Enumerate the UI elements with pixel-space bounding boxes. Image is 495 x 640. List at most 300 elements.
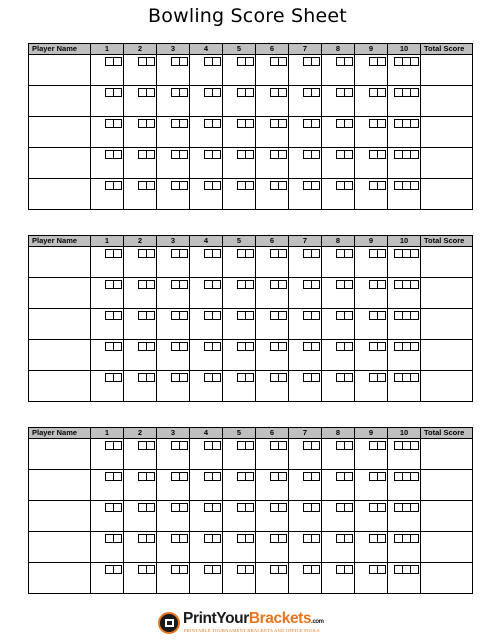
frame-cell[interactable] xyxy=(91,117,124,148)
frame-cell[interactable] xyxy=(355,247,388,278)
frame-cell[interactable] xyxy=(256,247,289,278)
frame-cell[interactable] xyxy=(124,371,157,402)
ball-box[interactable] xyxy=(212,503,221,512)
ball-box[interactable] xyxy=(179,441,188,450)
ball-box[interactable] xyxy=(245,150,254,159)
ball-box[interactable] xyxy=(377,472,386,481)
ball-box[interactable] xyxy=(179,150,188,159)
frame-cell[interactable] xyxy=(289,309,322,340)
frame-cell[interactable] xyxy=(223,278,256,309)
player-name-cell[interactable] xyxy=(29,371,91,402)
frame-cell[interactable] xyxy=(355,340,388,371)
ball-box[interactable] xyxy=(311,373,320,382)
frame-cell[interactable] xyxy=(223,563,256,594)
ball-box[interactable] xyxy=(245,88,254,97)
ball-box[interactable] xyxy=(245,181,254,190)
frame-cell[interactable] xyxy=(91,86,124,117)
ball-box[interactable] xyxy=(212,249,221,258)
ball-box[interactable] xyxy=(278,342,287,351)
ball-box[interactable] xyxy=(179,503,188,512)
ball-box[interactable] xyxy=(212,373,221,382)
frame-cell[interactable] xyxy=(157,340,190,371)
ball-box[interactable] xyxy=(410,534,419,543)
frame-cell[interactable] xyxy=(91,278,124,309)
ball-box[interactable] xyxy=(113,119,122,128)
frame-cell[interactable] xyxy=(355,55,388,86)
frame-cell[interactable] xyxy=(388,278,421,309)
frame-cell[interactable] xyxy=(190,179,223,210)
frame-cell[interactable] xyxy=(355,470,388,501)
ball-box[interactable] xyxy=(146,441,155,450)
player-name-cell[interactable] xyxy=(29,532,91,563)
frame-cell[interactable] xyxy=(91,371,124,402)
ball-box[interactable] xyxy=(179,88,188,97)
ball-box[interactable] xyxy=(245,373,254,382)
ball-box[interactable] xyxy=(179,534,188,543)
frame-cell[interactable] xyxy=(289,501,322,532)
ball-box[interactable] xyxy=(311,150,320,159)
frame-cell[interactable] xyxy=(256,86,289,117)
frame-cell[interactable] xyxy=(157,278,190,309)
frame-cell[interactable] xyxy=(322,278,355,309)
frame-cell[interactable] xyxy=(256,371,289,402)
frame-cell[interactable] xyxy=(190,340,223,371)
frame-cell[interactable] xyxy=(157,179,190,210)
frame-cell[interactable] xyxy=(190,117,223,148)
ball-box[interactable] xyxy=(344,311,353,320)
ball-box[interactable] xyxy=(113,280,122,289)
frame-cell[interactable] xyxy=(223,501,256,532)
ball-box[interactable] xyxy=(377,280,386,289)
ball-box[interactable] xyxy=(311,565,320,574)
ball-box[interactable] xyxy=(410,472,419,481)
ball-box[interactable] xyxy=(113,534,122,543)
ball-box[interactable] xyxy=(410,565,419,574)
ball-box[interactable] xyxy=(410,373,419,382)
ball-box[interactable] xyxy=(410,249,419,258)
ball-box[interactable] xyxy=(410,181,419,190)
frame-cell[interactable] xyxy=(124,179,157,210)
frame-cell[interactable] xyxy=(322,470,355,501)
frame-cell[interactable] xyxy=(124,532,157,563)
frame-cell[interactable] xyxy=(91,148,124,179)
ball-box[interactable] xyxy=(377,249,386,258)
frame-cell[interactable] xyxy=(190,501,223,532)
frame-cell[interactable] xyxy=(355,563,388,594)
ball-box[interactable] xyxy=(179,472,188,481)
ball-box[interactable] xyxy=(278,249,287,258)
ball-box[interactable] xyxy=(278,441,287,450)
ball-box[interactable] xyxy=(245,57,254,66)
frame-cell[interactable] xyxy=(388,148,421,179)
frame-cell[interactable] xyxy=(223,55,256,86)
frame-cell[interactable] xyxy=(223,179,256,210)
ball-box[interactable] xyxy=(344,249,353,258)
ball-box[interactable] xyxy=(311,342,320,351)
ball-box[interactable] xyxy=(278,373,287,382)
frame-cell[interactable] xyxy=(322,55,355,86)
ball-box[interactable] xyxy=(278,534,287,543)
ball-box[interactable] xyxy=(245,472,254,481)
player-name-cell[interactable] xyxy=(29,55,91,86)
ball-box[interactable] xyxy=(377,88,386,97)
frame-cell[interactable] xyxy=(190,371,223,402)
ball-box[interactable] xyxy=(113,88,122,97)
total-score-cell[interactable] xyxy=(421,86,473,117)
ball-box[interactable] xyxy=(245,280,254,289)
frame-cell[interactable] xyxy=(388,371,421,402)
frame-cell[interactable] xyxy=(322,340,355,371)
frame-cell[interactable] xyxy=(223,371,256,402)
ball-box[interactable] xyxy=(410,311,419,320)
frame-cell[interactable] xyxy=(388,247,421,278)
ball-box[interactable] xyxy=(311,534,320,543)
ball-box[interactable] xyxy=(278,181,287,190)
ball-box[interactable] xyxy=(146,534,155,543)
frame-cell[interactable] xyxy=(223,148,256,179)
frame-cell[interactable] xyxy=(157,55,190,86)
frame-cell[interactable] xyxy=(289,563,322,594)
ball-box[interactable] xyxy=(278,88,287,97)
frame-cell[interactable] xyxy=(157,309,190,340)
frame-cell[interactable] xyxy=(190,278,223,309)
frame-cell[interactable] xyxy=(190,247,223,278)
ball-box[interactable] xyxy=(146,88,155,97)
total-score-cell[interactable] xyxy=(421,247,473,278)
frame-cell[interactable] xyxy=(388,86,421,117)
frame-cell[interactable] xyxy=(355,148,388,179)
frame-cell[interactable] xyxy=(190,439,223,470)
ball-box[interactable] xyxy=(410,342,419,351)
ball-box[interactable] xyxy=(146,280,155,289)
ball-box[interactable] xyxy=(377,181,386,190)
ball-box[interactable] xyxy=(377,311,386,320)
player-name-cell[interactable] xyxy=(29,117,91,148)
frame-cell[interactable] xyxy=(322,501,355,532)
frame-cell[interactable] xyxy=(388,309,421,340)
frame-cell[interactable] xyxy=(124,247,157,278)
ball-box[interactable] xyxy=(344,280,353,289)
ball-box[interactable] xyxy=(212,342,221,351)
player-name-cell[interactable] xyxy=(29,148,91,179)
frame-cell[interactable] xyxy=(157,117,190,148)
frame-cell[interactable] xyxy=(388,501,421,532)
frame-cell[interactable] xyxy=(256,278,289,309)
frame-cell[interactable] xyxy=(124,563,157,594)
frame-cell[interactable] xyxy=(190,532,223,563)
frame-cell[interactable] xyxy=(124,55,157,86)
ball-box[interactable] xyxy=(179,373,188,382)
frame-cell[interactable] xyxy=(91,439,124,470)
ball-box[interactable] xyxy=(113,249,122,258)
player-name-cell[interactable] xyxy=(29,563,91,594)
frame-cell[interactable] xyxy=(388,439,421,470)
ball-box[interactable] xyxy=(212,311,221,320)
frame-cell[interactable] xyxy=(190,470,223,501)
ball-box[interactable] xyxy=(377,373,386,382)
player-name-cell[interactable] xyxy=(29,439,91,470)
ball-box[interactable] xyxy=(212,472,221,481)
frame-cell[interactable] xyxy=(289,439,322,470)
ball-box[interactable] xyxy=(278,311,287,320)
ball-box[interactable] xyxy=(311,311,320,320)
player-name-cell[interactable] xyxy=(29,309,91,340)
ball-box[interactable] xyxy=(113,57,122,66)
ball-box[interactable] xyxy=(377,342,386,351)
player-name-cell[interactable] xyxy=(29,179,91,210)
ball-box[interactable] xyxy=(179,342,188,351)
ball-box[interactable] xyxy=(377,534,386,543)
ball-box[interactable] xyxy=(311,57,320,66)
frame-cell[interactable] xyxy=(322,148,355,179)
ball-box[interactable] xyxy=(344,534,353,543)
frame-cell[interactable] xyxy=(256,563,289,594)
player-name-cell[interactable] xyxy=(29,247,91,278)
frame-cell[interactable] xyxy=(124,501,157,532)
ball-box[interactable] xyxy=(344,119,353,128)
ball-box[interactable] xyxy=(179,280,188,289)
frame-cell[interactable] xyxy=(91,55,124,86)
player-name-cell[interactable] xyxy=(29,470,91,501)
frame-cell[interactable] xyxy=(157,371,190,402)
frame-cell[interactable] xyxy=(190,55,223,86)
frame-cell[interactable] xyxy=(190,309,223,340)
ball-box[interactable] xyxy=(212,57,221,66)
ball-box[interactable] xyxy=(179,57,188,66)
ball-box[interactable] xyxy=(410,503,419,512)
ball-box[interactable] xyxy=(212,181,221,190)
frame-cell[interactable] xyxy=(157,563,190,594)
total-score-cell[interactable] xyxy=(421,278,473,309)
ball-box[interactable] xyxy=(212,441,221,450)
frame-cell[interactable] xyxy=(322,563,355,594)
total-score-cell[interactable] xyxy=(421,501,473,532)
frame-cell[interactable] xyxy=(355,532,388,563)
ball-box[interactable] xyxy=(311,119,320,128)
frame-cell[interactable] xyxy=(124,309,157,340)
frame-cell[interactable] xyxy=(157,86,190,117)
frame-cell[interactable] xyxy=(289,86,322,117)
frame-cell[interactable] xyxy=(355,179,388,210)
ball-box[interactable] xyxy=(179,119,188,128)
frame-cell[interactable] xyxy=(223,117,256,148)
total-score-cell[interactable] xyxy=(421,117,473,148)
frame-cell[interactable] xyxy=(322,309,355,340)
total-score-cell[interactable] xyxy=(421,55,473,86)
frame-cell[interactable] xyxy=(157,501,190,532)
ball-box[interactable] xyxy=(113,472,122,481)
total-score-cell[interactable] xyxy=(421,532,473,563)
frame-cell[interactable] xyxy=(256,309,289,340)
frame-cell[interactable] xyxy=(355,86,388,117)
frame-cell[interactable] xyxy=(322,439,355,470)
frame-cell[interactable] xyxy=(157,148,190,179)
ball-box[interactable] xyxy=(344,88,353,97)
ball-box[interactable] xyxy=(278,119,287,128)
ball-box[interactable] xyxy=(245,342,254,351)
ball-box[interactable] xyxy=(410,88,419,97)
player-name-cell[interactable] xyxy=(29,340,91,371)
total-score-cell[interactable] xyxy=(421,371,473,402)
ball-box[interactable] xyxy=(113,373,122,382)
ball-box[interactable] xyxy=(212,534,221,543)
frame-cell[interactable] xyxy=(388,117,421,148)
frame-cell[interactable] xyxy=(289,278,322,309)
frame-cell[interactable] xyxy=(256,179,289,210)
ball-box[interactable] xyxy=(311,441,320,450)
player-name-cell[interactable] xyxy=(29,86,91,117)
frame-cell[interactable] xyxy=(256,439,289,470)
frame-cell[interactable] xyxy=(322,532,355,563)
ball-box[interactable] xyxy=(146,57,155,66)
player-name-cell[interactable] xyxy=(29,501,91,532)
ball-box[interactable] xyxy=(410,57,419,66)
frame-cell[interactable] xyxy=(91,501,124,532)
ball-box[interactable] xyxy=(311,503,320,512)
total-score-cell[interactable] xyxy=(421,439,473,470)
ball-box[interactable] xyxy=(410,280,419,289)
ball-box[interactable] xyxy=(245,311,254,320)
ball-box[interactable] xyxy=(377,565,386,574)
ball-box[interactable] xyxy=(344,181,353,190)
frame-cell[interactable] xyxy=(256,470,289,501)
ball-box[interactable] xyxy=(344,150,353,159)
frame-cell[interactable] xyxy=(124,439,157,470)
ball-box[interactable] xyxy=(245,119,254,128)
ball-box[interactable] xyxy=(377,119,386,128)
frame-cell[interactable] xyxy=(388,470,421,501)
ball-box[interactable] xyxy=(179,565,188,574)
ball-box[interactable] xyxy=(146,472,155,481)
ball-box[interactable] xyxy=(113,342,122,351)
frame-cell[interactable] xyxy=(223,247,256,278)
ball-box[interactable] xyxy=(344,565,353,574)
frame-cell[interactable] xyxy=(388,532,421,563)
frame-cell[interactable] xyxy=(256,532,289,563)
frame-cell[interactable] xyxy=(256,117,289,148)
frame-cell[interactable] xyxy=(223,532,256,563)
frame-cell[interactable] xyxy=(223,439,256,470)
ball-box[interactable] xyxy=(278,472,287,481)
frame-cell[interactable] xyxy=(289,470,322,501)
frame-cell[interactable] xyxy=(322,117,355,148)
ball-box[interactable] xyxy=(146,150,155,159)
ball-box[interactable] xyxy=(311,280,320,289)
ball-box[interactable] xyxy=(278,150,287,159)
ball-box[interactable] xyxy=(146,565,155,574)
frame-cell[interactable] xyxy=(289,179,322,210)
frame-cell[interactable] xyxy=(91,309,124,340)
ball-box[interactable] xyxy=(344,472,353,481)
frame-cell[interactable] xyxy=(91,247,124,278)
ball-box[interactable] xyxy=(311,88,320,97)
frame-cell[interactable] xyxy=(355,117,388,148)
frame-cell[interactable] xyxy=(124,148,157,179)
ball-box[interactable] xyxy=(113,150,122,159)
ball-box[interactable] xyxy=(344,503,353,512)
frame-cell[interactable] xyxy=(355,309,388,340)
ball-box[interactable] xyxy=(410,150,419,159)
frame-cell[interactable] xyxy=(355,439,388,470)
frame-cell[interactable] xyxy=(91,340,124,371)
ball-box[interactable] xyxy=(344,342,353,351)
ball-box[interactable] xyxy=(245,441,254,450)
frame-cell[interactable] xyxy=(223,86,256,117)
frame-cell[interactable] xyxy=(157,247,190,278)
frame-cell[interactable] xyxy=(157,470,190,501)
ball-box[interactable] xyxy=(410,119,419,128)
ball-box[interactable] xyxy=(245,249,254,258)
ball-box[interactable] xyxy=(179,311,188,320)
ball-box[interactable] xyxy=(212,119,221,128)
ball-box[interactable] xyxy=(146,373,155,382)
ball-box[interactable] xyxy=(113,441,122,450)
total-score-cell[interactable] xyxy=(421,563,473,594)
frame-cell[interactable] xyxy=(124,117,157,148)
total-score-cell[interactable] xyxy=(421,148,473,179)
ball-box[interactable] xyxy=(377,503,386,512)
ball-box[interactable] xyxy=(245,534,254,543)
ball-box[interactable] xyxy=(179,181,188,190)
ball-box[interactable] xyxy=(113,565,122,574)
ball-box[interactable] xyxy=(212,88,221,97)
ball-box[interactable] xyxy=(146,311,155,320)
ball-box[interactable] xyxy=(311,181,320,190)
ball-box[interactable] xyxy=(113,181,122,190)
total-score-cell[interactable] xyxy=(421,470,473,501)
ball-box[interactable] xyxy=(311,472,320,481)
frame-cell[interactable] xyxy=(322,247,355,278)
frame-cell[interactable] xyxy=(256,340,289,371)
frame-cell[interactable] xyxy=(388,179,421,210)
frame-cell[interactable] xyxy=(322,179,355,210)
frame-cell[interactable] xyxy=(157,532,190,563)
frame-cell[interactable] xyxy=(355,371,388,402)
ball-box[interactable] xyxy=(146,181,155,190)
frame-cell[interactable] xyxy=(256,148,289,179)
frame-cell[interactable] xyxy=(289,247,322,278)
frame-cell[interactable] xyxy=(355,278,388,309)
frame-cell[interactable] xyxy=(355,501,388,532)
ball-box[interactable] xyxy=(377,441,386,450)
ball-box[interactable] xyxy=(146,249,155,258)
ball-box[interactable] xyxy=(212,150,221,159)
ball-box[interactable] xyxy=(311,249,320,258)
frame-cell[interactable] xyxy=(223,470,256,501)
player-name-cell[interactable] xyxy=(29,278,91,309)
frame-cell[interactable] xyxy=(256,501,289,532)
ball-box[interactable] xyxy=(146,342,155,351)
frame-cell[interactable] xyxy=(91,470,124,501)
frame-cell[interactable] xyxy=(289,117,322,148)
frame-cell[interactable] xyxy=(124,340,157,371)
frame-cell[interactable] xyxy=(190,148,223,179)
frame-cell[interactable] xyxy=(289,532,322,563)
frame-cell[interactable] xyxy=(91,179,124,210)
total-score-cell[interactable] xyxy=(421,309,473,340)
frame-cell[interactable] xyxy=(289,371,322,402)
ball-box[interactable] xyxy=(113,311,122,320)
frame-cell[interactable] xyxy=(124,470,157,501)
ball-box[interactable] xyxy=(377,150,386,159)
frame-cell[interactable] xyxy=(388,340,421,371)
ball-box[interactable] xyxy=(344,373,353,382)
ball-box[interactable] xyxy=(278,503,287,512)
frame-cell[interactable] xyxy=(322,371,355,402)
frame-cell[interactable] xyxy=(388,563,421,594)
frame-cell[interactable] xyxy=(289,148,322,179)
ball-box[interactable] xyxy=(212,565,221,574)
